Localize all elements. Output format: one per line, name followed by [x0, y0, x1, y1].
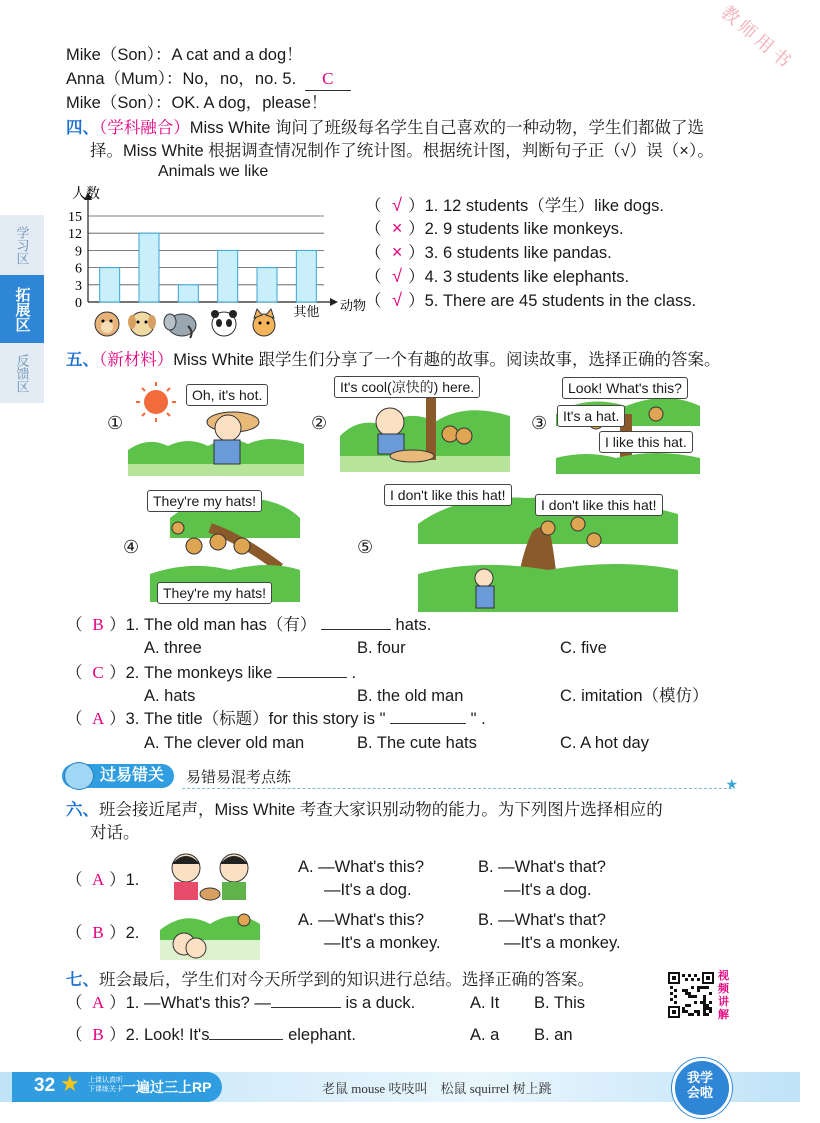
section-6-heading-2: 对话。: [90, 824, 140, 842]
elephant-icon: [164, 314, 196, 338]
speech-bubble: Look! What's this?: [562, 377, 688, 399]
y-tick-label: 3: [75, 278, 82, 294]
robot-icon: [64, 762, 94, 790]
section-6-heading: 六、班会接近尾声，Miss White 考查大家识别动物的能力。为下列图片选择相应的: [66, 801, 663, 819]
x-axis-label: 动物: [340, 299, 367, 314]
cat-icon: [253, 309, 275, 336]
animal-icons: [92, 306, 292, 342]
option[interactable]: C. A hot day: [560, 734, 649, 752]
speech-bubble: I don't like this hat!: [384, 484, 512, 506]
banner-subtitle: 易错易混考点练: [186, 769, 292, 786]
page-number: 32: [34, 1075, 56, 1096]
panel-number-5: ⑤: [357, 537, 374, 557]
option[interactable]: B. the old man: [357, 687, 464, 705]
question-2: （ B ）2. Look! It's elephant.: [66, 1025, 356, 1044]
option[interactable]: B. —What's that?: [478, 911, 606, 929]
section-banner: [62, 764, 738, 792]
section-7-heading: 七、班会最后，学生们对今天所学到的知识进行总结。选择正确的答案。: [66, 971, 594, 989]
dog-icon: [128, 312, 156, 336]
speech-bubble: I like this hat.: [599, 431, 693, 453]
option[interactable]: B. The cute hats: [357, 734, 477, 752]
option-line: —It's a monkey.: [504, 934, 621, 952]
y-tick-label: 6: [75, 261, 82, 277]
x-axis-arrow: [330, 298, 338, 306]
speech-bubble: I don't like this hat!: [535, 494, 663, 516]
side-tab-feedback[interactable]: 反馈区: [0, 343, 44, 403]
bar: [100, 268, 120, 302]
option-line: —It's a dog.: [504, 881, 592, 899]
option[interactable]: A. It: [470, 994, 500, 1012]
answer-mark: √: [392, 195, 403, 215]
section-4-heading: 四、（学科融合）Miss White 询问了班级每名学生自己喜欢的一种动物，学生们都做了选: [66, 119, 705, 137]
dialogue-line-1: Mike（Son）：A cat and a dog！: [66, 46, 303, 64]
option[interactable]: A. a: [470, 1026, 500, 1044]
y-tick-label: 12: [68, 227, 82, 243]
y-tick-label: 9: [75, 244, 82, 260]
side-tab-study[interactable]: 学习区: [0, 215, 44, 275]
chart-title: Animals we like: [158, 163, 269, 180]
option-line: —It's a monkey.: [324, 934, 441, 952]
panel-number-3: ③: [531, 413, 548, 433]
y-tick-label: 0: [75, 296, 82, 311]
section-5-heading: 五、（新材料）Miss White 跟学生们分享了一个有趣的故事。阅读故事，选择正确的答案。: [66, 351, 721, 369]
y-tick-label: 15: [68, 210, 82, 225]
question-2: （ B ）2.: [66, 923, 140, 942]
speech-bubble: It's a hat.: [557, 405, 625, 427]
side-tab-expand[interactable]: 拓展区: [0, 275, 44, 343]
monkey-icon: [95, 312, 119, 336]
star-icon: ★: [60, 1071, 80, 1096]
qr-code[interactable]: [668, 972, 714, 1018]
judgment-item: （ √ ）4. 3 students like elephants.: [365, 266, 630, 286]
question-1: （ B ）1. The old man has（有） hats.: [66, 615, 432, 634]
dialogue-line-3: Mike（Son）：OK. A dog，please！: [66, 94, 328, 112]
star-icon: ★: [725, 776, 738, 792]
option[interactable]: C. five: [560, 639, 607, 657]
answer-blank: [321, 615, 391, 630]
speech-bubble: They're my hats!: [157, 582, 272, 604]
footer-bar: 32 ★ 上课认真听 下课练关卡 一遍过三上RP 老鼠 mouse 吱吱叫 松鼠 squirrel 树上跳 我学会啦: [0, 1058, 800, 1123]
option[interactable]: A. —What's this?: [298, 858, 425, 876]
question-3: （ A ）3. The title（标题）for this story is " " .: [66, 709, 486, 728]
speech-bubble: They're my hats!: [147, 490, 262, 512]
answer-mark: ×: [391, 242, 403, 262]
option[interactable]: B. four: [357, 639, 406, 657]
bar: [178, 285, 198, 302]
option[interactable]: A. The clever old man: [144, 734, 305, 752]
answer-mark: √: [392, 266, 403, 286]
answer-blank: [209, 1025, 283, 1040]
panda-icon: [211, 310, 237, 336]
brand-name: 一遍过三上RP: [122, 1079, 212, 1095]
option[interactable]: B. —What's that?: [478, 858, 606, 876]
section-4-heading-2: 择。Miss White 根据调查情况制作了统计图。根据统计图，判断句子正（√）误（×）。: [90, 142, 714, 160]
kids-dog-image: [160, 850, 260, 900]
option[interactable]: A. —What's this?: [298, 911, 425, 929]
option[interactable]: B. This: [534, 994, 586, 1012]
question-1: （ A ）1.: [66, 870, 140, 889]
answer-mark: ×: [391, 218, 403, 238]
y-axis-label: 人数: [72, 186, 100, 202]
corner-stamp: 教师用书: [717, 1, 798, 74]
answer-mark: √: [392, 290, 403, 310]
bar: [139, 233, 159, 302]
x-tick-label: 其他: [293, 305, 320, 320]
option[interactable]: A. three: [144, 639, 202, 657]
panel-number-1: ①: [107, 413, 124, 433]
answer-blank: [271, 993, 341, 1008]
judgment-item: （ × ）3. 6 students like pandas.: [365, 242, 612, 262]
answer-blank: [390, 709, 466, 724]
judgment-item: （ √ ）5. There are 45 students in the class.: [365, 290, 697, 310]
kids-monkey-image: [160, 910, 260, 960]
bar: [218, 250, 238, 302]
judgment-item: （ × ）2. 9 students like monkeys.: [365, 218, 624, 238]
speech-bubble: Oh, it's hot.: [186, 384, 268, 406]
option[interactable]: A. hats: [144, 687, 196, 705]
judgment-item: （ √ ）1. 12 students（学生）like dogs.: [365, 195, 664, 215]
speech-bubble: It's cool(凉快的) here.: [334, 376, 480, 398]
question-1: （ A ）1. —What's this? — is a duck.: [66, 993, 416, 1012]
panel-number-4: ④: [123, 537, 140, 557]
option[interactable]: B. an: [534, 1026, 573, 1044]
option-line: —It's a dog.: [324, 881, 412, 899]
bar: [296, 250, 316, 302]
footer-rhyme: 老鼠 mouse 吱吱叫 松鼠 squirrel 树上跳: [322, 1081, 552, 1096]
banner-title: 过易错关: [99, 767, 164, 784]
answer: C: [322, 69, 334, 88]
dialogue-line-2: Anna（Mum）：No，no，no. 5. C: [66, 68, 351, 91]
answer-blank: [277, 663, 347, 678]
question-2: （ C ）2. The monkeys like .: [66, 663, 357, 682]
bar: [257, 268, 277, 302]
panel-number-2: ②: [311, 413, 328, 433]
option[interactable]: C. imitation（模仿）: [560, 687, 709, 705]
qr-label: 视频讲解: [718, 970, 729, 1021]
